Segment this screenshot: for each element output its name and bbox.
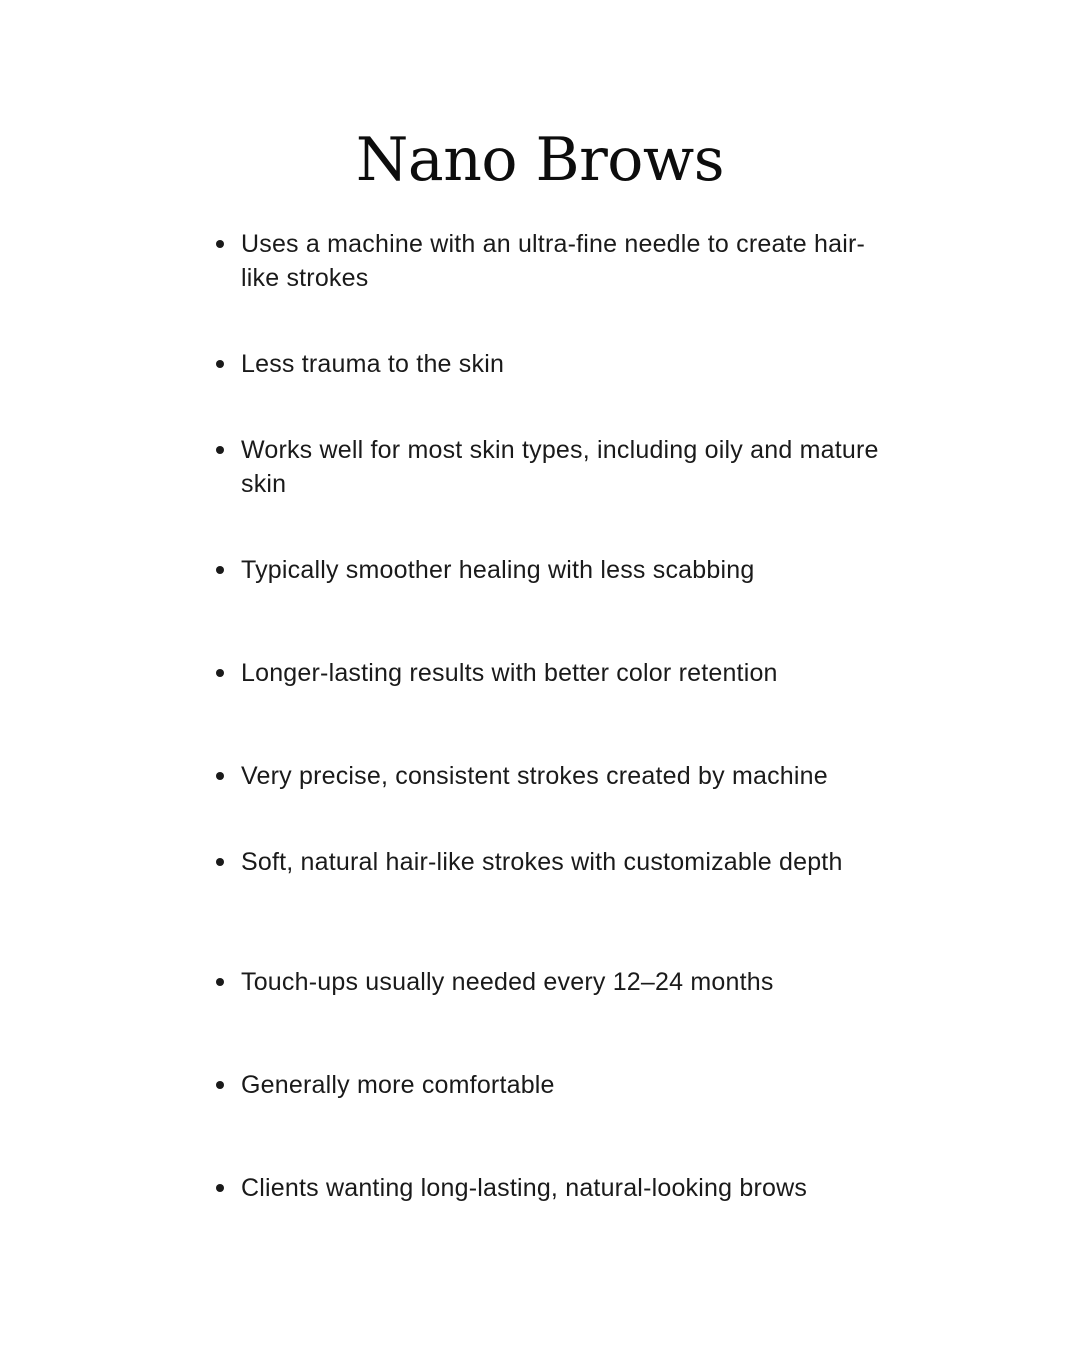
list-item	[216, 1171, 896, 1205]
bullet-icon	[216, 446, 224, 454]
list-item	[216, 227, 896, 295]
bullet-icon	[216, 858, 224, 866]
list-item	[216, 553, 896, 587]
list-item	[216, 347, 896, 381]
page-title: Nano Brows	[355, 125, 725, 195]
list-item	[216, 656, 896, 690]
list-item-text: Very precise, consistent strokes created by machine	[241, 762, 828, 790]
list-item-text: Soft, natural hair-like strokes with customizable depth	[241, 848, 843, 876]
list-item-text: Longer-lasting results with better color retention	[241, 659, 778, 687]
list-item-text: Generally more comfortable	[241, 1071, 555, 1099]
list-item-text: Uses a machine with an ultra-fine needle to create hair-like strokes	[241, 230, 866, 292]
list-item-text: Typically smoother healing with less scabbing	[241, 556, 755, 584]
bullet-icon	[216, 669, 224, 677]
list-item	[216, 759, 896, 793]
list-item	[216, 1068, 896, 1102]
list-item	[216, 433, 896, 501]
bullet-icon	[216, 1184, 224, 1192]
list-item-text: Clients wanting long-lasting, natural-looking brows	[241, 1174, 808, 1202]
bullet-icon	[216, 360, 224, 368]
list-item	[216, 965, 896, 999]
bullet-icon	[216, 566, 224, 574]
bullet-icon	[216, 772, 224, 780]
bullet-icon	[216, 240, 224, 248]
list-item-text: Works well for most skin types, including oily and mature skin	[241, 436, 879, 498]
bullet-icon	[216, 978, 224, 986]
list-item-text: Touch-ups usually needed every 12–24 months	[241, 968, 774, 996]
bullet-icon	[216, 1081, 224, 1089]
list-item-text: Less trauma to the skin	[241, 350, 505, 378]
list-item	[216, 845, 896, 879]
